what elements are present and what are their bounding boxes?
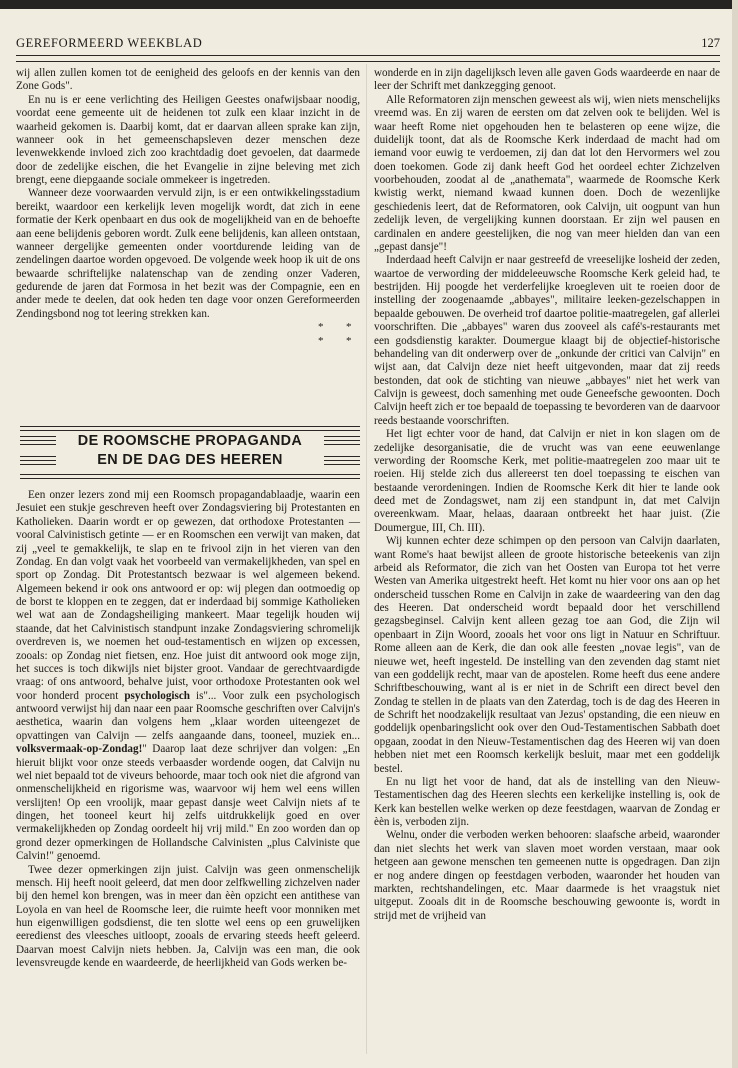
star-ornament: * — [318, 321, 324, 334]
star-ornament: * — [346, 335, 352, 348]
article-paragraph: Twee dezer opmerkingen zijn juist. Calvijn was geen onmenschelijk mensch. Hij heeft nooit geleerd, dat men door zelfkwelling zichzelven nader bij den hemel kon brengen, was in meer dan èèn opzicht een antithese van Loyola en van heel de Roomsche leer, die ruimte heeft voor monniken met hun eigenwilligen godsdienst, die ten slotte wel eens op een gruwelijken eeredienst des vleesches uitloopt, zooals de ervaring steeds heeft geleerd. Daarvan moest Calvijn niets hebben. Ja, Calvijn was een man, die ook levensvreugde kende en waardeerde, de heerlijkheid van Gods werken be- — [16, 863, 360, 970]
paragraph: wij allen zullen komen tot de eenigheid des geloofs en der kennis van den Zone Gods". — [16, 67, 360, 93]
paragraph: Wanneer deze voorwaarden vervuld zijn, is er een ontwikkelingsstadium bereikt, waardoor een kerkelijk leven mogelijk wordt, dat zich in eene formatie der Kerk openbaart en dus ook de mogelijkheid van en de behoefte aan eene belijdenis geboren wordt. Zulk eene belijdenis, kan alleen ontstaan, wanneer dergelijke gemeenten onder voortdurende leiding van de zendelingen daartoe worden opgevoed. De volgende week hoop ik uit de ons bewaarde schriftelijke nalatenschap van de zending onzer Vaderen, gedurende de jaren dat Formosa in het bezit was der Compagnie, een en ander mede te deelen, dat ook heden ten dage voor onzen Gereformeerden Zendingsbond nog tot leering strekken kan. — [16, 187, 360, 320]
section-ornament — [16, 321, 360, 349]
left-column-article — [16, 489, 360, 971]
heading-rule — [20, 426, 360, 427]
publication-title: GEREFORMEERD WEEKBLAD — [16, 36, 203, 50]
paragraph: Het ligt echter voor de hand, dat Calvijn er niet in kon slagen om de zedelijke desorganisatie, die de vrucht was van eene eeuwenlange verwording der Roomsche Kerk, met politie-maatregelen zoo maar uit te roeien. Hij stelde zich dus allereerst ten doel toepassing te eischen van bestaande verordeningen. Indien de Roomsche Kerk dit hier te lande ook deed met de Zondagswet, nam zij een standpunt in, dat met Calvijn overeenkwam. Maar, helaas, daaraan ontbreekt het haar juist. (Zie Doumergue, III, Ch. III). — [374, 428, 720, 534]
heading-ornament-line — [324, 456, 360, 457]
header-rule-thin — [16, 61, 720, 62]
star-ornament: * — [318, 335, 324, 348]
paragraph: En nu ligt het voor de hand, dat als de instelling van den Nieuw-Testamentischen dag des Heeren slechts een kerkelijke instelling is, ook de Kerk kan bestellen welke werken op deze feestdagen, waarvan de Zondag er èèn is, verboden zijn. — [374, 775, 720, 828]
article-title-line-2: EN DE DAG DES HEEREN — [97, 452, 283, 468]
heading-rule — [20, 430, 360, 431]
scan-border-right — [732, 0, 738, 1068]
text-run: Een onzer lezers zond mij een Roomsch propagandablaadje, waarin een Jesuiet een stukje geschreven heeft over Zondagsviering bij Protestanten en Katholieken. Daarin wordt er op gewezen, dat orthodoxe Protestanten — vooral Calvinistisch getinte — er en Roomschen een verwijt van maken, dat zij „veel te gemakkelijk, te slap en te frivool zijn in het vieren van den Zondag. En dan volgt vaak het voorbeeld van vermakelijkheden, van spel en sport op Zondag. Dit Protestantsch bezwaar is wel algemeen bekend. Algemeen bekend ir ook ons antwoord er op: wij plegen dan ootmoedig op de borst te kloppen en te zeggen, dat er inderdaad bij sommige Katholieken wel wat aan de Zondagsheiliging mankeert. Maar tegelijk houden wij staande, dat het Calvinistisch standpunt inzake Zondagsviering schromelijk overdreven is, we noemen het oud-testamentisch en wijzen op excessen, zooals: op Zondag niet fietsen, enz. Hoe juist dit antwoord ook moge zijn, het succes is toch dikwijls niet bijster groot. Vandaar de gerechtvaardigde vraag: of ons antwoord, behalve juist, voor orthodoxe Protestanten ook wel voor honderd procent — [16, 489, 360, 702]
right-column — [374, 67, 720, 923]
text-run: " Daarop laat deze schrijver dan volgen: „En hieruit blijkt voor onze steeds verbaasder wordende oogen, dat Calvijn nu wel niet bepaald tot de viveurs behoorde, maar toch ook niet die afgrond van onmenschelijkheid en rigorisme was, waarvoor wij hem wel eens willen verslijten! Op een vroolijk, maar gepast dansje weet Calvijn niets af te dingen, het tooneel keurt hij zelfs uitdrukkelijk goed en over vermakelijkheden op Zondag oordeelt hij vrij mild." En zoo worden dan op grond dezer opmerkingen de Hollandsche Calvinisten „plus Calviniste que Calvin!" genoemd. — [16, 743, 360, 863]
left-column-top — [16, 67, 360, 349]
heading-ornament-line — [20, 456, 56, 457]
heading-rule — [20, 474, 360, 475]
paragraph: wonderde en in zijn dagelijksch leven alle gaven Gods waardeerde en naar de leer der Schrift met dankzegging genoot. — [374, 67, 720, 93]
emphasis: psychologisch — [124, 689, 190, 702]
paragraph: En nu is er eene verlichting des Heiligen Geestes onafwijsbaar noodig, voordat eene gemeente uit de heidenen tot zulk een klaar inzicht in de waarheid gekomen is. Daarbij komt, dat er daarvan alleen sprake kan zijn, wanneer ook in het gemeenschapsleven dezer menschen deze levenwekkende invloed zich zoo krachtdadig doet gevoelen, dat daarmede door de zedelijke eischen, die het Evangelie in zijne beleving met zich brengt, eene diepgaande sociale ommekeer is ingetreden. — [16, 93, 360, 186]
article-title-line-1: DE ROOMSCHE PROPAGANDA — [77, 433, 303, 449]
text-run: is"... Voor zulk een psychologisch antwoord verwijst hij dan naar een paar Roomsche geschriften over Calvijn's aesthetica, waarin dan volgens hem „klaar worden uiteengezet de opvattingen van Calvijn — zelfs aangaande dans, tooneel, muziek en... — [16, 689, 360, 742]
article-paragraph — [16, 489, 360, 864]
column-divider — [366, 64, 367, 1054]
heading-ornament-line — [324, 460, 360, 461]
heading-ornament-line — [20, 460, 56, 461]
paragraph: Inderdaad heeft Calvijn er naar gestreefd de vreeselijke losheid der zeden, waartoe de verwording der middeleeuwsche Roomsche Kerk geleid had, te bestrijden. Hij poogde het verderfelijke kroegleven uit te roeien door de instelling der zoogenaamde „abbayes", militaire leeken-gezelschappen in bepaalde gebouwen. De overheid trof daartoe politie-maatregelen, gaf allerlei voorschriften. Die „abbayes" waren dus zooveel als café's-restaurants met een godsdienstig karakter. Doumergue klaagt bij de objectief-historische behandeling van dit onderwerp over de „onkunde der critici van Calvijn" en wijst aan, dat Calvijn deze niet heeft uitgevonden, maar dat zij reeds bestonden, dat ook de stichting van nieuwe „abbayes" niet het werk van Calvijn is geweest, doch samenhing met oude Geneefsche gewoonten. Doch Calvijn heeft zich er toe bepaald de toepassing te bevorderen van de daarvoor reeds bestaande voorschriften. — [374, 254, 720, 427]
paragraph: Wij kunnen echter deze schimpen op den persoon van Calvijn daarlaten, want Rome's haat bewijst alleen de groote historische beteekenis van zijn arbeid als Reformator, die zich van het Oosten van Europa tot het verre Westen van Amerika uitgestrekt heeft. Het komt nu hier voor ons aan op het onderscheid tusschen Rome en Calvijn in zake de waardeering van den dag des Heeren. Dat onderscheid wordt bepaald door het verschillend gezagsbeginsel. Calvijn kent alleen gezag toe aan God, die Zijn wil openbaart in Zijn Woord, zooals het voor ons ligt in Natuur en Schriftuur. Rome alleen aan de Kerk, die dan ook alle feesten „novae legis", van de nieuwe wet, heeft ingesteld. De instelling van den zevenden dag stamt niet van een goddelijk recht, maar van de apostelen. Rome heeft dus eene andere Schriftbeschouwing, want al is er niet in de Schrift een direct bevel den Zondag te stellen in de plaats van den Zaterdag, toch is de dag des Heeren in de Schrift het noodzakelijk resultaat van Jezus' opstanding, die een nieuw en goddelijk openbaringslicht ook over den Oud-Testamentischen Sabbath doet opgaan, zoodat in den Nieuw-Testamentischen dag des Heeren wij van doen hebben niet met een Roomsch kerkelijk besluit, maar met een goddelijk bestel. — [374, 535, 720, 775]
header-rule — [16, 55, 720, 56]
star-ornament: * — [346, 321, 352, 334]
article-heading-box — [20, 426, 360, 480]
scan-border-top — [0, 0, 738, 9]
paragraph: Alle Reformatoren zijn menschen geweest als wij, wien niets menschelijks vreemd was. En zij waren de eersten om dat zelven ook te belijden. Wel is waar heeft Rome niet opgehouden hen te belasteren op eene wijze, die duidelijk toont, dat als de Roomsche Kerk inderdaad de macht had om iemand voor euwig te verdoemen, zij dan dat lot den Hervormers wel zou doen toekomen. Gode zij dank heeft God het oordeel echter Zichzelven voorbehouden, zoodat al de „anathemata", waarmede de Roomsche Kerk kwistig werkt, niemand kwaad kunnen doen. Doch de wezenlijke geschiedenis leert, dat de Reformatoren, ook Calvijn, uit oogpunt van hun zedelijk leven, de vergelijking kunnen doorstaan. Er zijn wel pausen en cardinalen en andere geestelijken, die nog van meer hielden dan van een „gepast dansje"! — [374, 93, 720, 253]
heading-rule — [20, 478, 360, 479]
heading-ornament-line — [324, 464, 360, 465]
emphasis: volksvermaak-op-Zondag! — [16, 743, 143, 756]
heading-ornament-line — [20, 464, 56, 465]
page-number: 127 — [701, 36, 720, 50]
paragraph: Welnu, onder die verboden werken behooren: slaafsche arbeid, waaronder dan niet slechts het werk van slaven moet worden verstaan, maar ook hetgeen aan gewone menschen ten gemeenen nutte is opgedragen. Dan zijn er nog andere dingen op feestdagen verboden, waaronder het houden van markten, rechtshandelingen, etc. Maar daarmede is het vraagstuk niet uitgeput. Zooals dit in de Roomsche beschouwing gewoonte is, wordt in strijd met de vrijheid van — [374, 829, 720, 922]
